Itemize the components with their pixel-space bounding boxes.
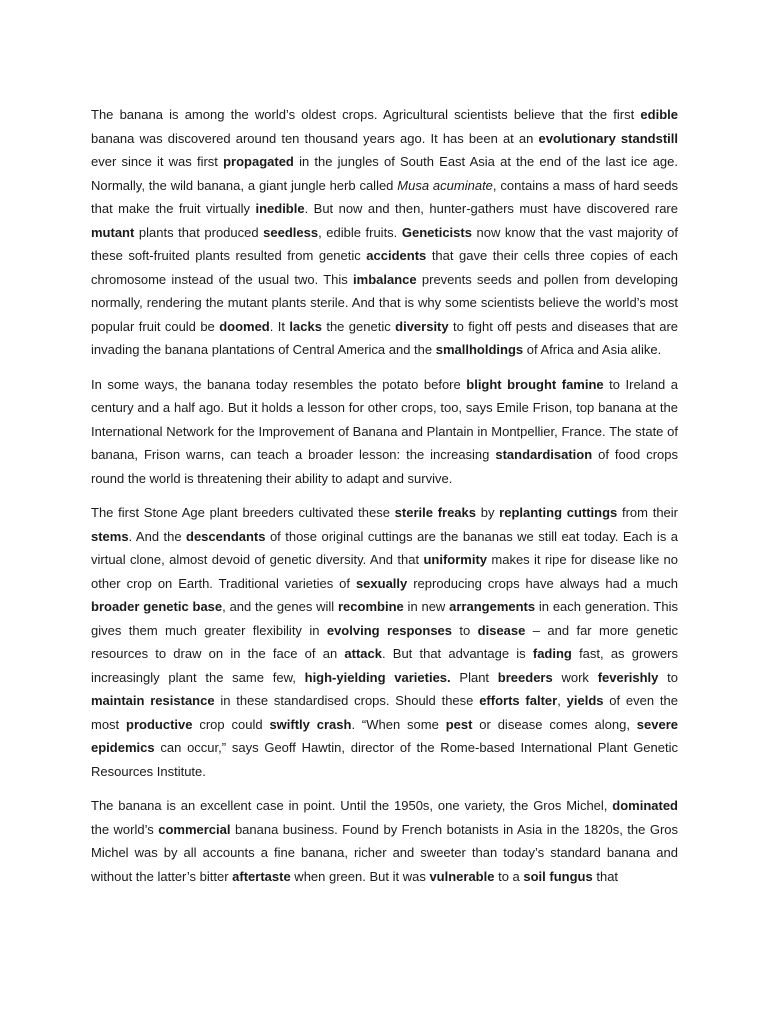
text-run: . And the [128,528,187,544]
paragraph-2 [91,373,678,491]
text-run: the world’s [91,821,159,837]
text-run: to fight off pests and diseases that are invading the banana plantations of Central America and the [91,318,679,357]
bold-term: soil fungus [523,868,593,884]
bold-term: arrangements [449,599,536,614]
bold-term: replanting cuttings [499,505,618,520]
text-run: banana was discovered around ten thousand years ago. It has been at an [91,130,539,146]
text-run: in new [403,599,450,614]
text-run: The banana is an excellent case in point. Until the 1950s, one variety, the Gros Michel, [91,798,613,813]
text-run: , edible fruits. [318,224,402,240]
text-run: banana business. Found by French botanists in Asia in the 1820s, the Gros Michel was by all accounts a fine banana, richer and sweeter than today’s standard banana and without the latter’s bitter [91,821,678,884]
text-run: – and far more genetic resources to draw on in the face of an [91,622,678,661]
text-run: of food crops round the world is threatening their ability to adapt and survive. [91,447,678,486]
bold-term: lacks [289,318,322,334]
bold-term: evolving responses [326,622,453,638]
bold-term: yields [566,693,604,708]
text-run: plants that produced [134,224,264,240]
bold-term: maintain resistance [91,693,215,708]
text-run: . It [269,318,290,334]
text-run: by [476,505,500,520]
bold-term: high-yielding varieties. [304,669,451,685]
bold-term: commercial [158,821,231,837]
bold-term: feverishly [597,669,659,685]
bold-term: standardisation [495,447,593,462]
text-run: of those original cuttings are the bananas we still eat today. Each is a virtual clone, almost devoid of genetic diversity. And that [91,528,678,567]
bold-term: propagated [223,154,294,169]
bold-term: efforts falter [479,693,558,708]
text-run: ever since it was first [91,154,224,169]
bold-term: Geneticists [401,224,472,240]
bold-term: severe epidemics [91,716,678,755]
text-run: now know that the vast majority of these soft-fruited plants resulted from genetic [91,224,678,263]
text-run: In some ways, the banana today resembles the potato before [91,376,467,392]
text-run: . But that advantage is [381,646,533,661]
text-run: when green. But it was [290,868,430,884]
bold-term: smallholdings [435,342,524,357]
text-run: prevents seeds and pollen from developing normally, rendering the mutant plants sterile. And that is why some scientists believe the world’s most popular fruit could be [91,271,678,334]
text-run: reproducing crops have always had a much [407,575,678,591]
bold-term: broader genetic base [91,599,223,614]
italic-term: Musa acuminate [397,177,493,193]
text-run: or disease comes along, [472,716,637,732]
text-run: crop could [192,716,270,732]
paragraph-1 [91,103,678,362]
bold-term: diversity [395,318,449,334]
bold-term: sexually [355,575,408,591]
bold-term: recombine [338,599,404,614]
bold-term: vulnerable [429,868,495,884]
bold-term: edible [640,107,678,122]
text-run: makes it ripe for disease like no other crop on Earth. Traditional varieties of [91,552,678,591]
bold-term: attack [344,646,382,661]
bold-term: evolutionary standstill [538,130,678,146]
paragraph-4 [91,794,678,888]
bold-term: disease [477,622,526,638]
bold-term: blight brought famine [466,376,604,392]
text-run: in these standardised crops. Should these [214,693,480,708]
text-run: from their [617,505,678,520]
text-run: Plant [450,669,498,685]
bold-term: accidents [366,248,427,263]
text-run: in the jungles of South East Asia at the end of the last ice age. Normally, the wild banana, a giant jungle herb called [91,154,678,193]
text-run: , [557,693,567,708]
bold-term: inedible [255,201,305,216]
bold-term: seedless [263,224,319,240]
text-run: in each generation. This gives them much greater flexibility in [91,599,678,638]
document-page [91,103,678,899]
bold-term: fading [532,646,572,661]
text-run: The banana is among the world’s oldest crops. Agricultural scientists believe that the first [91,107,641,122]
text-run: fast, as growers increasingly plant the same few, [91,646,678,685]
bold-term: mutant [91,224,135,240]
text-run: can occur,” says Geoff Hawtin, director of the Rome-based International Plant Genetic Resources Institute. [91,740,678,779]
text-run: work [552,669,598,685]
bold-term: uniformity [423,552,488,567]
text-run: The first Stone Age plant breeders cultivated these [91,505,395,520]
bold-term: breeders [497,669,553,685]
bold-term: stems [91,528,129,544]
text-run: , contains a mass of hard seeds that make the fruit virtually [91,177,678,216]
bold-term: doomed [219,318,270,334]
text-run: to Ireland a century and a half ago. But it holds a lesson for other crops, too, says Emile Frison, top banana at the International Network for the Improvement of Banana and Plantain in Montpellier, France. The state of banana, Frison warns, can teach a broader lesson: the increasing [91,376,679,462]
text-run: that gave their cells three copies of each chromosome instead of the usual two. This [91,248,678,287]
text-run: of even the most [91,693,678,732]
text-run: the genetic [321,318,396,334]
text-run: that [592,868,619,884]
bold-term: imbalance [353,271,417,287]
bold-term: descendants [186,528,266,544]
paragraph-3 [91,501,678,783]
bold-term: productive [126,716,193,732]
bold-term: dominated [612,798,678,813]
text-run: to [658,669,678,685]
bold-term: aftertaste [232,868,291,884]
text-run: , and the genes will [222,599,338,614]
text-run: . “When some [351,716,446,732]
bold-term: swiftly crash [269,716,352,732]
text-run: of Africa and Asia alike. [523,342,662,357]
bold-term: sterile freaks [394,505,476,520]
text-run: to a [494,868,524,884]
text-run: . But now and then, hunter-gathers must have discovered rare [304,201,678,216]
bold-term: pest [445,716,473,732]
text-run: to [452,622,478,638]
